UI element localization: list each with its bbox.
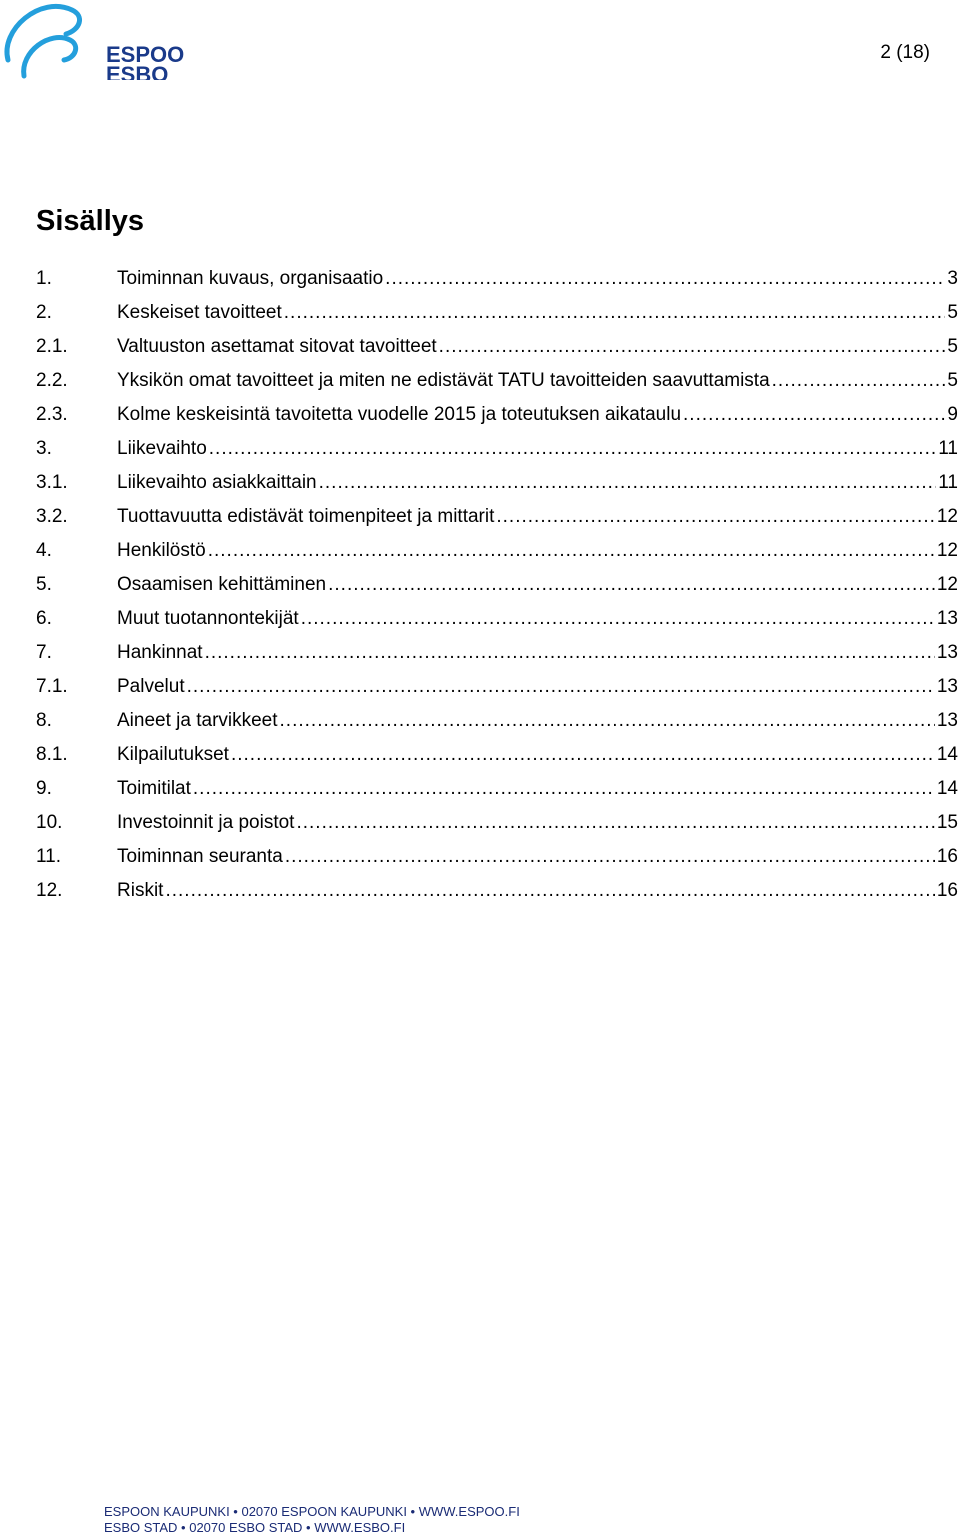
toc-entry-title[interactable]: Kolme keskeisintä tavoitetta vuodelle 2015 ja toteutuksen aikataulu <box>117 404 682 425</box>
toc-entry-page[interactable]: 16 <box>936 880 958 901</box>
toc-dot-leader <box>209 432 936 466</box>
page-number: 2 (18) <box>880 42 930 63</box>
toc-entry-page[interactable]: 13 <box>936 642 958 663</box>
toc-entry-number: 8.1. <box>36 744 68 765</box>
toc-entry-title[interactable]: Osaamisen kehittäminen <box>117 574 327 595</box>
toc-dot-leader <box>165 874 934 908</box>
toc-entry-number: 6. <box>36 608 52 629</box>
toc-dot-leader <box>439 330 946 364</box>
toc-entry-page[interactable]: 16 <box>936 846 958 867</box>
toc-entry[interactable] <box>36 262 958 296</box>
toc-entry[interactable] <box>36 704 958 738</box>
toc-entry-number: 11. <box>36 846 62 867</box>
toc-entry-title[interactable]: Aineet ja tarvikkeet <box>117 710 278 731</box>
footer-line-esbo: ESBO STAD • 02070 ESBO STAD • WWW.ESBO.FI <box>104 1520 406 1535</box>
toc-entry-title[interactable]: Investoinnit ja poistot <box>117 812 295 833</box>
footer-line-espoo: ESPOON KAUPUNKI • 02070 ESPOON KAUPUNKI • WWW.ESPOO.FI <box>104 1504 520 1519</box>
toc-entry-number: 3.2. <box>36 506 68 527</box>
toc-entry-page[interactable]: 5 <box>947 336 958 357</box>
toc-dot-leader <box>280 704 935 738</box>
toc-dot-leader <box>187 670 935 704</box>
toc-entry[interactable] <box>36 534 958 568</box>
toc-entry-page[interactable]: 12 <box>936 540 958 561</box>
toc-entry-number: 7.1. <box>36 676 68 697</box>
toc-entry-page[interactable]: 13 <box>936 608 958 629</box>
toc-entry-page[interactable]: 13 <box>936 676 958 697</box>
toc-entry-title[interactable]: Toimitilat <box>117 778 191 799</box>
toc-entry-number: 3.1. <box>36 472 68 493</box>
toc-entry-page[interactable]: 3 <box>947 268 958 289</box>
toc-entry-number: 10. <box>36 812 63 833</box>
toc-entry-title[interactable]: Toiminnan kuvaus, organisaatio <box>117 268 384 289</box>
toc-entry[interactable] <box>36 772 958 806</box>
toc-entry[interactable] <box>36 466 958 500</box>
toc-dot-leader <box>205 636 935 670</box>
toc-entry-title[interactable]: Riskit <box>117 880 164 901</box>
toc-entry-number: 2. <box>36 302 52 323</box>
logo-text-esbo: ESBO <box>106 62 169 80</box>
toc-entry-title[interactable]: Toiminnan seuranta <box>117 846 283 867</box>
toc-entry-title[interactable]: Tuottavuutta edistävät toimenpiteet ja mittarit <box>117 506 495 527</box>
table-of-contents <box>36 262 958 908</box>
toc-entry-page[interactable]: 5 <box>947 370 958 391</box>
toc-entry-page[interactable]: 13 <box>936 710 958 731</box>
toc-entry[interactable] <box>36 806 958 840</box>
toc-entry[interactable] <box>36 840 958 874</box>
toc-dot-leader <box>772 364 946 398</box>
toc-dot-leader <box>319 466 937 500</box>
toc-entry-title[interactable]: Yksikön omat tavoitteet ja miten ne edistävät TATU tavoitteiden saavuttamista <box>117 370 770 391</box>
toc-entry[interactable] <box>36 364 958 398</box>
toc-dot-leader <box>301 602 935 636</box>
toc-entry-number: 2.3. <box>36 404 68 425</box>
toc-entry[interactable] <box>36 738 958 772</box>
toc-entry-page[interactable]: 12 <box>936 574 958 595</box>
toc-entry-title[interactable]: Henkilöstö <box>117 540 206 561</box>
toc-entry-number: 2.1. <box>36 336 68 357</box>
toc-dot-leader <box>285 840 935 874</box>
toc-dot-leader <box>193 772 935 806</box>
toc-entry-title[interactable]: Palvelut <box>117 676 185 697</box>
toc-entry-title[interactable]: Valtuuston asettamat sitovat tavoitteet <box>117 336 437 357</box>
toc-entry-number: 1. <box>36 268 52 289</box>
toc-entry-number: 4. <box>36 540 52 561</box>
toc-entry-number: 9. <box>36 778 52 799</box>
toc-dot-leader <box>385 262 945 296</box>
toc-entry[interactable] <box>36 568 958 602</box>
toc-entry-title[interactable]: Kilpailutukset <box>117 744 229 765</box>
toc-entry-title[interactable]: Liikevaihto <box>117 438 207 459</box>
toc-entry-page[interactable]: 12 <box>936 506 958 527</box>
toc-entry[interactable] <box>36 330 958 364</box>
toc-entry-page[interactable]: 15 <box>936 812 958 833</box>
toc-dot-leader <box>284 296 946 330</box>
toc-entry[interactable] <box>36 670 958 704</box>
toc-entry-number: 2.2. <box>36 370 68 391</box>
toc-entry-title[interactable]: Muut tuotannontekijät <box>117 608 299 629</box>
toc-entry-page[interactable]: 9 <box>947 404 958 425</box>
toc-dot-leader <box>231 738 935 772</box>
toc-title: Sisällys <box>36 205 145 237</box>
toc-entry-title[interactable]: Hankinnat <box>117 642 203 663</box>
toc-entry-number: 3. <box>36 438 52 459</box>
toc-entry-number: 12. <box>36 880 63 901</box>
toc-dot-leader <box>208 534 935 568</box>
toc-dot-leader <box>328 568 935 602</box>
toc-entry-title[interactable]: Liikevaihto asiakkaittain <box>117 472 317 493</box>
toc-entry[interactable] <box>36 500 958 534</box>
toc-dot-leader <box>496 500 934 534</box>
logo-text-espoo: ESPOO <box>106 42 185 67</box>
page-footer <box>104 1504 520 1536</box>
toc-entry[interactable] <box>36 602 958 636</box>
toc-entry-number: 5. <box>36 574 52 595</box>
toc-entry[interactable] <box>36 398 958 432</box>
toc-entry-number: 8. <box>36 710 52 731</box>
toc-entry-page[interactable]: 11 <box>938 438 958 459</box>
toc-entry-page[interactable]: 14 <box>936 778 958 799</box>
toc-entry[interactable] <box>36 874 958 908</box>
toc-entry-page[interactable]: 5 <box>947 302 958 323</box>
espoo-logo-mark-icon <box>0 0 200 80</box>
toc-dot-leader <box>296 806 934 840</box>
toc-entry-page[interactable]: 14 <box>936 744 958 765</box>
toc-entry-page[interactable]: 11 <box>938 472 958 493</box>
toc-entry-number: 7. <box>36 642 52 663</box>
toc-entry[interactable] <box>36 432 958 466</box>
toc-entry[interactable] <box>36 636 958 670</box>
toc-dot-leader <box>683 398 945 432</box>
toc-entry[interactable] <box>36 296 958 330</box>
espoo-esbo-logo <box>0 0 200 80</box>
toc-entry-title[interactable]: Keskeiset tavoitteet <box>117 302 282 323</box>
